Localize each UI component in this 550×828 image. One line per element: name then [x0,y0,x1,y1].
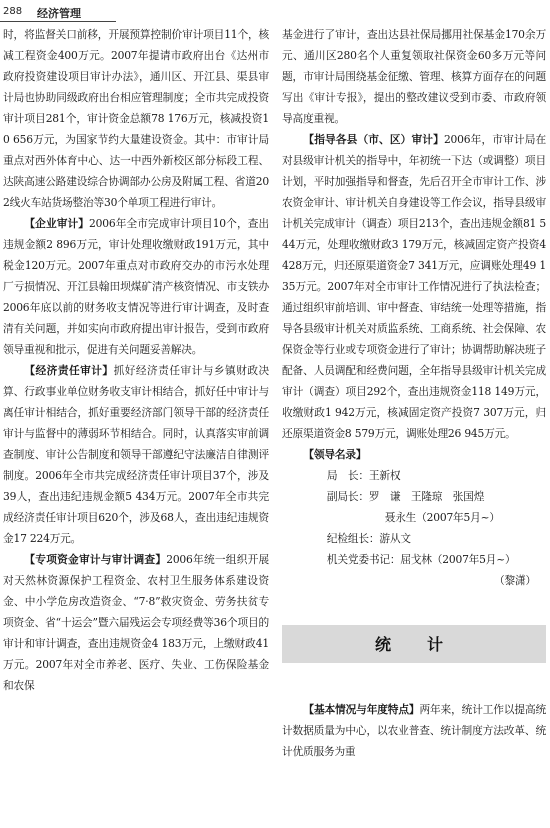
officials-title: 【领导名录】 [303,448,367,461]
official-director: 局 长：王新权 [326,469,401,482]
section-tag-county-guidance: 【指导各县（市、区）审计】 [303,133,444,146]
paragraph-text: 2006年全市完成审计项目10个，查出违规金额2 896万元，审计处理收缴财政191万元，其中税金120万元。2007年重点对市政府交办的市污水处理厂亏损情况、开江县翰田坝煤矿清产核资情况、市支铁办2006年底以前的财务收支情况等进行审计调查，及时查清有关问题，并如实向市政府提出审计报告，受到市政府领导重视和批示，促进有关问题妥善解决。 [3,217,269,356]
paragraph-special-funds-audit [3,549,269,696]
paragraph-text: 两年来，统计工作以提高统计数据质量为中心，以农业普查、统计制度方法改革、统计优质服务为重 [282,703,546,758]
section-tag-enterprise-audit: 【企业审计】 [24,217,90,230]
officials-list [282,444,546,591]
paragraph-social-security-audit-cont: 基金进行了审计，查出达县社保局挪用社保基金170余万元、通川区280名个人重复领取社保资金60多万元等问题，市审计局围绕基金征缴、管理、核算方面存在的问题写出《审计专报》，提出的整改建议受到市委、市政府领导高度重视。 [282,28,546,125]
paragraph-economic-responsibility-audit [3,360,269,549]
paragraph-text: 抓好经济责任审计与乡镇财政决算、行政事业单位财务收支审计相结合，抓好任中审计与离任审计相结合，抓好重要经济部门领导干部的经济责任审计与监督中的薄弱环节相结合。同时，认真落实审前调查制度、审计公告制度和领导干部遵纪守法廉洁自律测评制度。2006年全市共完成经济责任审计项目37个，涉及39人，查出违纪违规金额5 434万元。2007年全市共完成经济责任审计项目620个，涉及68人，查出违纪违规资金17 224万元。 [3,364,269,545]
left-column [3,24,269,696]
paragraph-statistics-overview [282,699,546,762]
section-tag-special-funds: 【专项资金审计与审计调查】 [24,553,167,566]
paragraph-enterprise-audit [3,213,269,360]
paragraph-text: 2006年统一组织开展对天然林资源保护工程资金、农村卫生服务体系建设资金、中小学危房改造资金、“7·8”救灾资金、劳务扶贫专项资金、省“十运会”暨六届残运会专项经费等36个项目的审计和审计调查，查出违规资金4 183万元，上缴财政41万元。2007年对全市养老、医疗、失业、工伤保险基金和农保 [3,553,270,692]
paragraph-county-guidance [282,129,546,444]
section-tag-economic-responsibility: 【经济责任审计】 [24,364,114,377]
section-tag-statistics-overview: 【基本情况与年度特点】 [303,703,420,716]
official-discipline-head: 纪检组长：游从文 [326,532,411,545]
paragraph-investment-audit-cont: 时，将监督关口前移，开展预算控制价审计项目11个，核减工程资金400万元。2007年提请市政府出台《达州市政府投资建设项目审计办法》，通川区、开江县、渠县审计局也协助同级政府出台相应管理制度；全市共完成投资审计项目281个，审计资金总额78 176万元，核减投资10 656万元，为国家节约大量建设资金。其中：市审计局重点对西外体育中心、达一中西外新校区部分标段工程、达陕高速公路建设综合协调部办公房及附属工程、省道202线火车站货场整治等30个单项工程进行审计。 [3,28,269,209]
header-rule [0,21,116,22]
official-party-secretary: 机关党委书记：屈戈林（2007年5月~） [326,553,516,566]
paragraph-text: 2006年，市审计局在对县级审计机关的指导中，年初统一下达（或调整）项目计划，平时加强指导和督查，先后召开全市审计工作、涉农资金审计、审计机关自身建设等工作会议，指导县级审计机关完成审计（调查）项目213个，查出违规金额81 544万元，处理收缴财政3 179万元，核减固定资产投资4 428万元，归还原渠道资金7 341万元，应调账处理49 135万元。2007年对全市审计工作情况进行了执法检查；通过组织审前培训、审中督查、审结统一处理等措施，指导各县级审计机关对质监系统、工商系统、社会保障、农保资金等行业或专项资金进行了审计；协调帮助解决班子配备、人员调配和经费问题，全年指导县级审计机关完成审计（调查）项目292个，查出违规资金118 149万元，收缴财政1 942万元，核减固定资产投资7 307万元，归还原渠道资金8 579万元，调账处理26 945万元。 [282,133,547,440]
page-number: 288 [3,6,23,17]
section-heading-band [282,625,546,663]
section-heading: 统 计 [374,634,453,654]
official-deputy-directors: 副局长：罗 谦 王隆琼 张国煌 [326,490,485,503]
author-credit: （黎潇） [494,574,536,587]
running-title: 经济管理 [37,7,81,20]
official-deputy-director-cont: 聂永生（2007年5月~） [384,511,500,524]
right-column [282,24,546,762]
